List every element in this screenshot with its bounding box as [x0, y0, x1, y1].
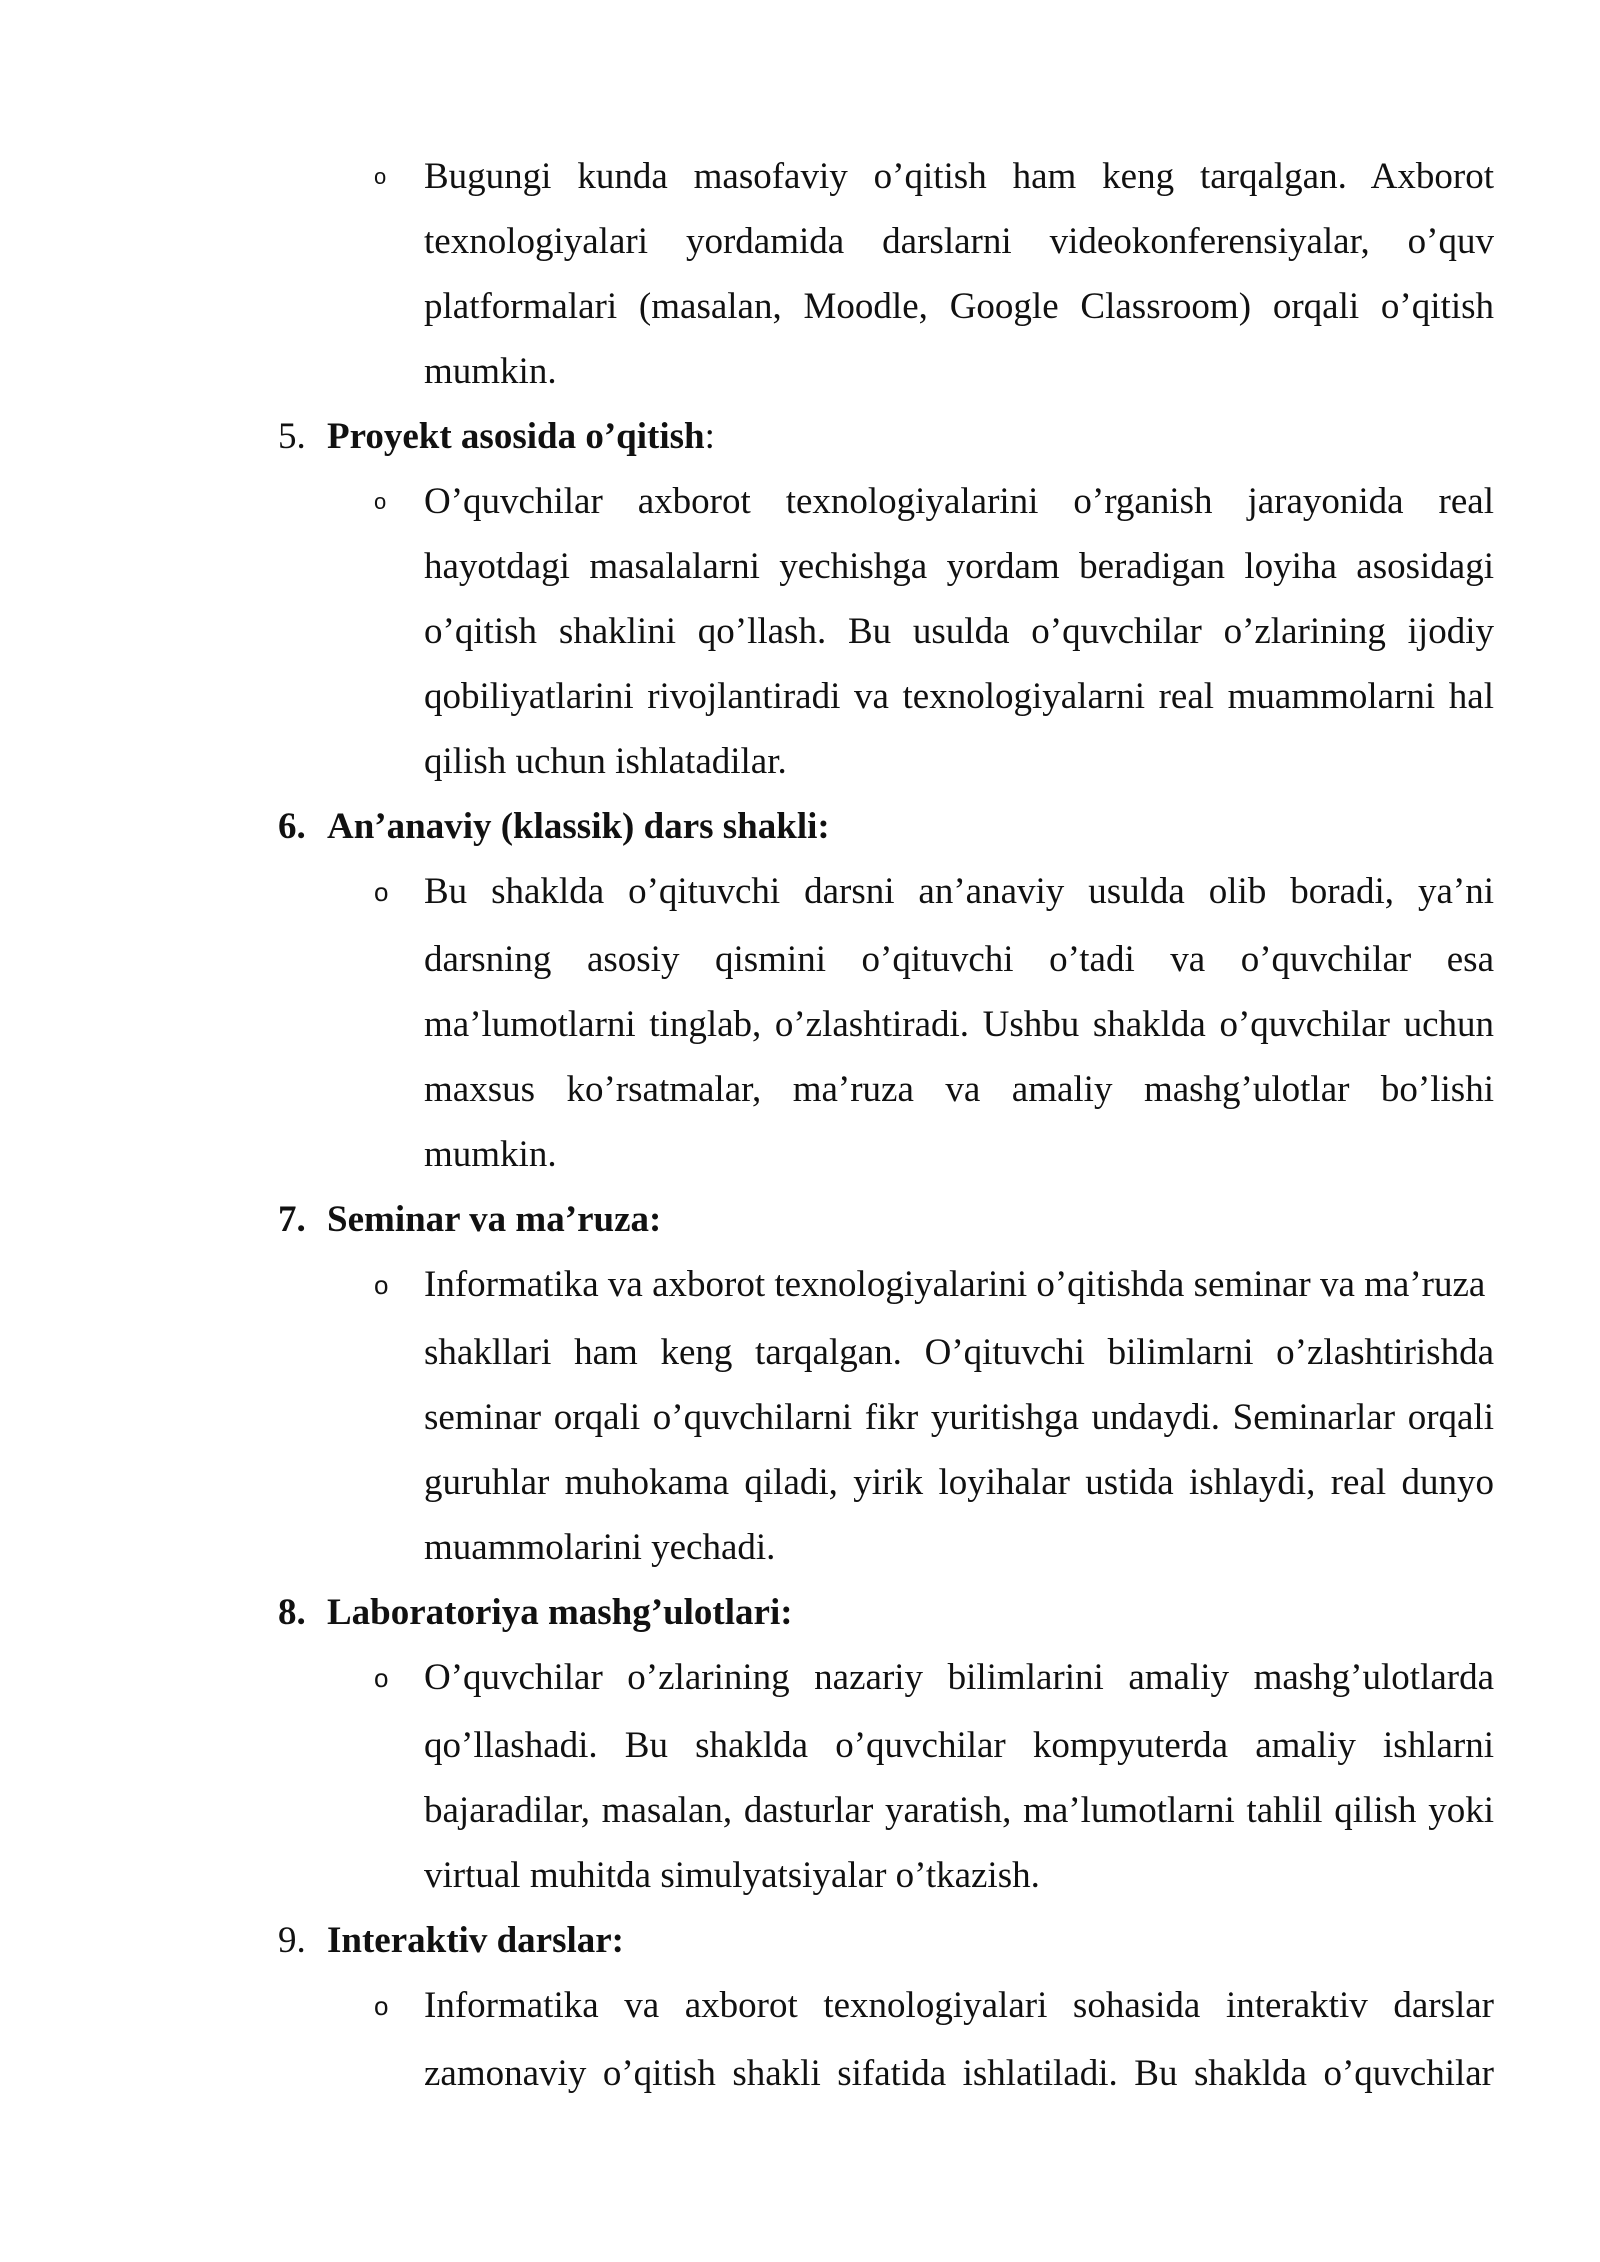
paragraph-line: zamonaviy o’qitish shakli sifatida ishlatiladi. Bu shaklda o’quvchilar: [424, 2053, 1494, 2094]
section-heading: [327, 805, 830, 849]
bullet-marker: o: [374, 877, 389, 907]
paragraph-line: Informatika va axborot texnologiyalarini o’qitishda seminar va ma’ruza: [424, 1264, 1486, 1305]
paragraph-line: mumkin.: [424, 351, 557, 392]
paragraph-line: muammolarini yechadi.: [424, 1527, 776, 1568]
paragraph-line: virtual muhitda simulyatsiyalar o’tkazish.: [424, 1855, 1040, 1896]
paragraph-line: guruhlar muhokama qiladi, yirik loyihalar ustida ishlaydi, real dunyo: [424, 1462, 1494, 1503]
paragraph-line: qilish uchun ishlatadilar.: [424, 741, 787, 782]
bullet-marker: o: [374, 489, 387, 514]
paragraph-line: Bugungi kunda masofaviy o’qitish ham keng tarqalgan. Axborot: [424, 156, 1494, 197]
heading-title: Proyekt asosida o’qitish: [327, 416, 705, 457]
list-number: 5.: [278, 416, 306, 457]
paragraph-line: Informatika va axborot texnologiyalari sohasida interaktiv darslar: [424, 1985, 1494, 2026]
list-number: 7.: [278, 1199, 306, 1240]
list-number: 6.: [278, 806, 306, 847]
paragraph-line: O’quvchilar o’zlarining nazariy bilimlarini amaliy mashg’ulotlarda: [424, 1657, 1494, 1698]
paragraph-line: O’quvchilar axborot texnologiyalarini o’rganish jarayonida real: [424, 481, 1494, 522]
paragraph-line: mumkin.: [424, 1134, 557, 1175]
heading-title: Interaktiv darslar:: [327, 1920, 624, 1961]
section-heading: [327, 415, 715, 459]
paragraph-line: qobiliyatlarini rivojlantiradi va texnologiyalarni real muammolarni hal: [424, 676, 1494, 717]
paragraph-line: shakllari ham keng tarqalgan. O’qituvchi bilimlarni o’zlashtirishda: [424, 1332, 1494, 1373]
paragraph-line: maxsus ko’rsatmalar, ma’ruza va amaliy mashg’ulotlar bo’lishi: [424, 1069, 1494, 1110]
bullet-marker: o: [374, 164, 387, 189]
paragraph-line: texnologiyalari yordamida darslarni videokonferensiyalar, o’quv: [424, 221, 1494, 262]
paragraph-line: platformalari (masalan, Moodle, Google Classroom) orqali o’qitish: [424, 286, 1494, 327]
heading-suffix: :: [704, 416, 715, 457]
heading-title: Seminar va ma’ruza:: [327, 1199, 662, 1240]
list-number: 8.: [278, 1592, 306, 1633]
section-heading: [327, 1919, 624, 1963]
heading-title: An’anaviy (klassik) dars shakli:: [327, 806, 830, 847]
paragraph-line: o’qitish shaklini qo’llash. Bu usulda o’quvchilar o’zlarining ijodiy: [424, 611, 1494, 652]
section-heading: [327, 1198, 661, 1242]
paragraph-line: Bu shaklda o’qituvchi darsni an’anaviy usulda olib boradi, ya’ni: [424, 871, 1494, 912]
bullet-marker: o: [374, 1270, 389, 1300]
paragraph-line: ma’lumotlarni tinglab, o’zlashtiradi. Ushbu shaklda o’quvchilar uchun: [424, 1004, 1494, 1045]
section-heading: [327, 1591, 793, 1635]
paragraph-line: hayotdagi masalalarni yechishga yordam beradigan loyiha asosidagi: [424, 546, 1494, 587]
heading-title: Laboratoriya mashg’ulotlari:: [327, 1592, 793, 1633]
list-number: 9.: [278, 1920, 306, 1961]
bullet-marker: o: [374, 1663, 389, 1693]
paragraph-line: darsning asosiy qismini o’qituvchi o’tadi va o’quvchilar esa: [424, 939, 1494, 980]
paragraph-line: bajaradilar, masalan, dasturlar yaratish, ma’lumotlarni tahlil qilish yoki: [424, 1790, 1494, 1831]
bullet-marker: o: [374, 1991, 389, 2021]
paragraph-line: seminar orqali o’quvchilarni fikr yuritishga undaydi. Seminarlar orqali: [424, 1397, 1494, 1438]
paragraph-line: qo’llashadi. Bu shaklda o’quvchilar kompyuterda amaliy ishlarni: [424, 1725, 1494, 1766]
